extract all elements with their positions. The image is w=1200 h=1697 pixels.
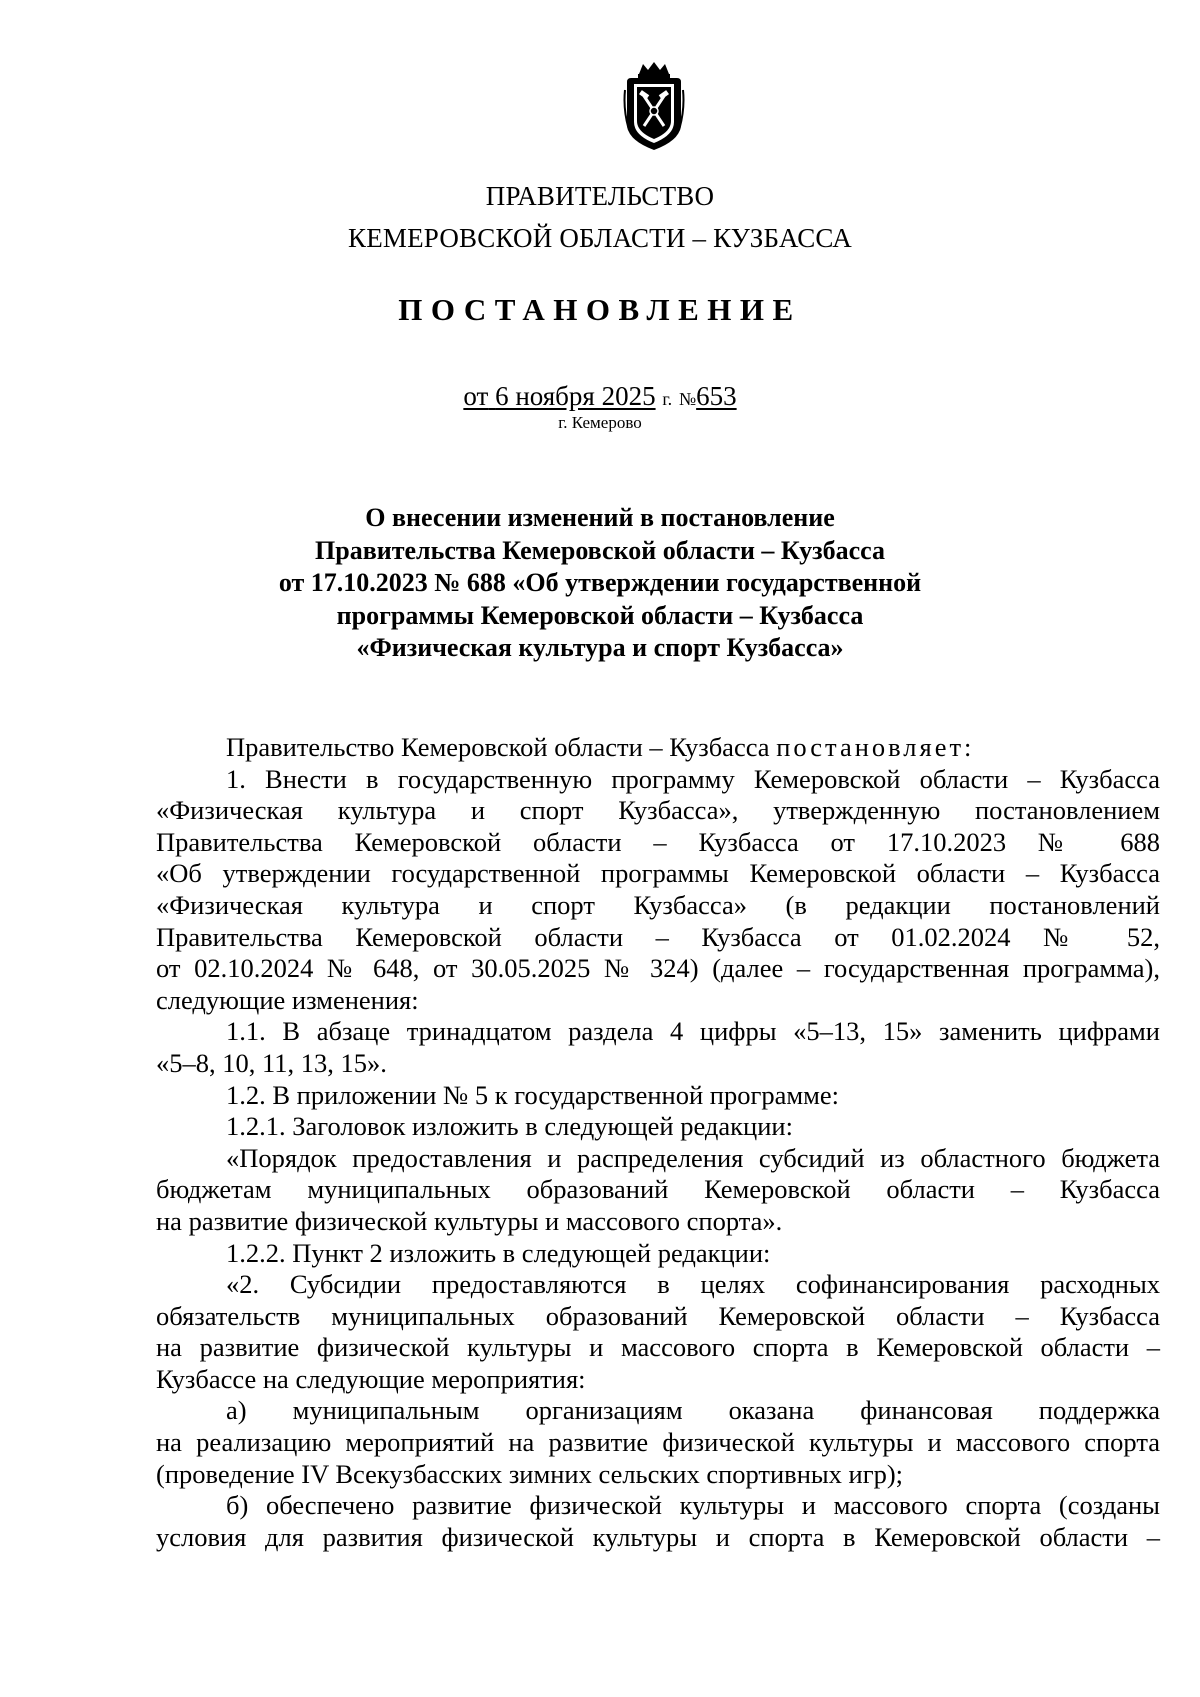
paragraph-1-line: Правительства Кемеровской области – Кузбасса от 01.02.2024 № 52,	[156, 921, 1160, 952]
document-body	[156, 732, 1160, 1553]
quote-item-2-line: на развитие физической культуры и массового спорта в Кемеровской области –	[156, 1332, 1160, 1363]
paragraph-1-2-2: 1.2.2. Пункт 2 изложить в следующей редакции:	[226, 1237, 771, 1268]
paragraph-1-line: от 02.10.2024 № 648, от 30.05.2025 № 324) (далее – государственная программа),	[156, 953, 1160, 984]
number-prefix: №	[678, 389, 697, 409]
quote-item-2-line: «2. Субсидии предоставляются в целях софинансирования расходных	[226, 1269, 1160, 1300]
paragraph-1-1-line: «5–8, 10, 11, 13, 15».	[156, 1047, 387, 1078]
paragraph-1-line: 1. Внести в государственную программу Кемеровской области – Кузбасса	[226, 763, 1160, 794]
preamble-resolves: постановляет:	[776, 732, 975, 762]
document-city: г. Кемерово	[558, 413, 642, 432]
paragraph-1-2-1: 1.2.1. Заголовок изложить в следующей редакции:	[226, 1111, 793, 1142]
year-suffix: г.	[662, 389, 673, 409]
item-a-line: а) муниципальным организациям оказана финансовая поддержка	[226, 1395, 1160, 1426]
government-name-line1: ПРАВИТЕЛЬСТВО	[485, 181, 715, 211]
paragraph-1-line: Правительства Кемеровской области – Кузбасса от 17.10.2023 № 688	[156, 826, 1160, 857]
paragraph-1-1-line: 1.1. В абзаце тринадцатом раздела 4 цифры «5–13, 15» заменить цифрами	[226, 1016, 1160, 1047]
item-a-line: на реализацию мероприятий на развитие физической культуры и массового спорта	[156, 1427, 1160, 1458]
item-a-line: (проведение IV Всекузбасских зимних сельских спортивных игр);	[156, 1458, 904, 1489]
document-date-line	[0, 380, 1200, 415]
document-date: 6 ноября 2025	[495, 381, 656, 411]
subject-line: Правительства Кемеровской области – Кузбасса	[315, 535, 885, 565]
item-b-line: условия для развития физической культуры и спорта в Кемеровской области –	[156, 1521, 1160, 1552]
quote-title-line: бюджетам муниципальных образований Кемеровской области – Кузбасса	[156, 1174, 1160, 1205]
preamble-text: Правительство Кемеровской области – Кузбасса	[226, 732, 770, 762]
subject-line: О внесении изменений в постановление	[365, 503, 835, 532]
paragraph-1-line: «Физическая культура и спорт Кузбасса» (в редакции постановлений	[156, 889, 1160, 920]
document-subject	[0, 502, 1200, 665]
subject-line: «Физическая культура и спорт Кузбасса»	[356, 633, 844, 662]
paragraph-1-line: «Об утверждении государственной программы Кемеровской области – Кузбасса	[156, 858, 1160, 889]
document-type-title: ПОСТАНОВЛЕНИЕ	[398, 292, 802, 327]
coat-of-arms-emblem	[623, 60, 685, 152]
subject-line: программы Кемеровской области – Кузбасса	[336, 600, 864, 630]
date-prefix: от	[463, 381, 489, 411]
paragraph-1-2: 1.2. В приложении № 5 к государственной программе:	[226, 1079, 839, 1110]
paragraph-1-line: следующие изменения:	[156, 984, 419, 1015]
subject-line: от 17.10.2023 № 688 «Об утверждении государственной	[278, 568, 922, 597]
item-b-line: б) обеспечено развитие физической культуры и массового спорта (созданы	[226, 1490, 1160, 1521]
preamble	[156, 732, 1160, 764]
quote-item-2-line: Кузбассе на следующие мероприятия:	[156, 1363, 586, 1394]
document-number: 653	[696, 381, 737, 411]
quote-title-line: на развитие физической культуры и массового спорта».	[156, 1205, 783, 1236]
paragraph-1-line: «Физическая культура и спорт Кузбасса», утвержденную постановлением	[156, 795, 1160, 826]
quote-item-2-line: обязательств муниципальных образований Кемеровской области – Кузбасса	[156, 1300, 1160, 1331]
government-name-line2: КЕМЕРОВСКОЙ ОБЛАСТИ – КУЗБАССА	[348, 223, 852, 253]
quote-title-line: «Порядок предоставления и распределения субсидий из областного бюджета	[226, 1142, 1160, 1173]
